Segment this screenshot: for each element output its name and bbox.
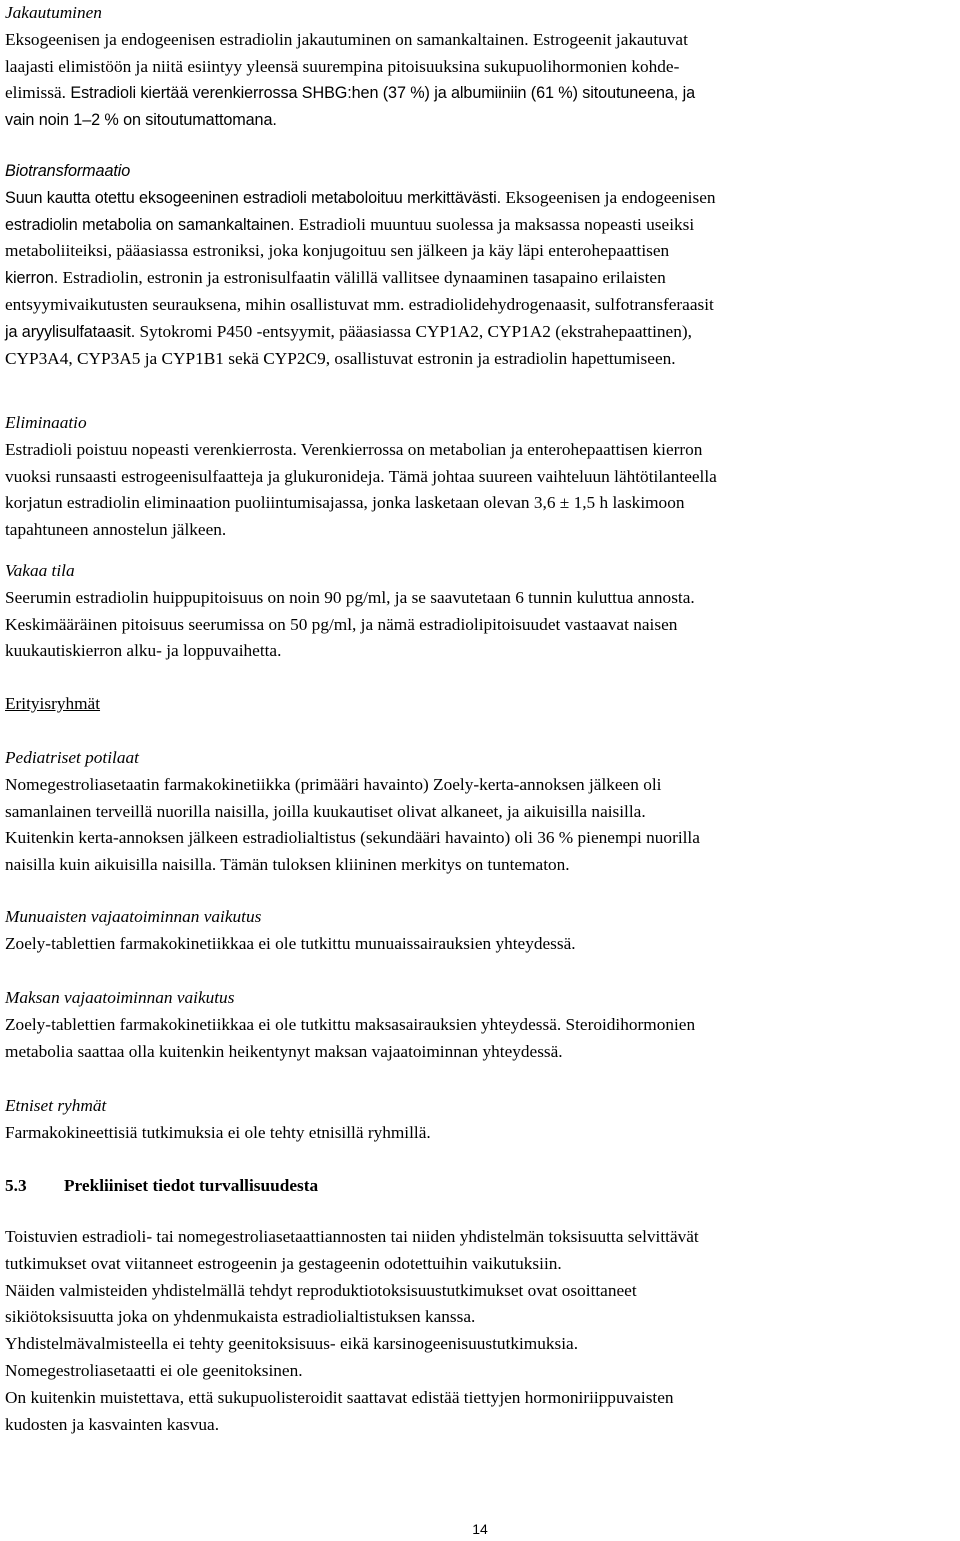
text-line: entsyymivaikutusten seurauksena, mihin osallistuvat mm. estradiolidehydrogenaasit, sulfotransferaasit <box>5 294 714 314</box>
text-line: laajasti elimistöön ja niitä esiintyy yleensä suurempina pitoisuuksina sukupuolihormonien kohde- <box>5 56 680 76</box>
subheading-munuaiset: Munuaisten vajaatoiminnan vaikutus <box>5 907 262 926</box>
text-fragment: Estradioli kiertää verenkierrossa SHBG:hen (37 %) ja albumiiniin (61 %) sitoutuneena, ja <box>65 84 695 103</box>
text-line: vuoksi runsaasti estrogeenisulfaatteja ja glukuronideja. Tämä johtaa suureen vaihteluun lähtötilanteella <box>5 466 717 486</box>
section-vakaa-tila <box>5 558 953 665</box>
text-line: Nomegestroliasetaatti ei ole geenitoksinen. <box>5 1360 303 1380</box>
text-line: Nomegestroliasetaatin farmakokinetiikka (primääri havainto) Zoely-kerta-annoksen jälkeen oli <box>5 774 662 794</box>
section-5-3-body <box>5 1224 953 1438</box>
text-line <box>5 212 953 239</box>
text-line: Toistuvien estradioli- tai nomegestroliasetaattiannosten tai niiden yhdistelmän toksisuutta selvittävät <box>5 1227 699 1246</box>
text-fragment: kierron. <box>5 269 59 288</box>
subheading-jakautuminen: Jakautuminen <box>5 3 102 22</box>
text-line: samanlainen terveillä nuorilla naisilla, joilla kuukautiset olivat alkaneet, ja aikuisilla naisilla. <box>5 801 646 821</box>
section-maksa <box>5 985 953 1065</box>
text-fragment: Estradiolin, estronin ja estronisulfaatin välillä vallitsee dynaaminen tasapaino erilaisten <box>58 268 666 288</box>
text-line: kudosten ja kasvainten kasvua. <box>5 1414 220 1434</box>
section-title: Prekliiniset tiedot turvallisuudesta <box>64 1176 319 1195</box>
text-line: vain noin 1–2 % on sitoutumattomana. <box>5 111 277 130</box>
section-pediatriset <box>5 745 953 879</box>
text-fragment: ja aryylisulfataasit. <box>5 322 136 341</box>
text-line: tutkimukset ovat viitanneet estrogeenin ja gestageenin odotettuihin vaikutuksiin. <box>5 1253 562 1273</box>
text-line: Estradioli poistuu nopeasti verenkierrosta. Verenkierrossa on metabolian ja enterohepaattisen kierron <box>5 439 703 459</box>
text-line: korjatun estradiolin eliminaation puoliintumisajassa, jonka lasketaan olevan 3,6 ± 1,5 h laskimoon <box>5 493 685 513</box>
text-line: Näiden valmisteiden yhdistelmällä tehdyt reproduktiotoksisuustutkimukset ovat osoittaneet <box>5 1280 637 1300</box>
text-line: Farmakokineettisiä tutkimuksia ei ole tehty etnisillä ryhmillä. <box>5 1122 431 1142</box>
text-line: sikiötoksisuutta joka on yhdenmukaista estradiolialtistuksen kanssa. <box>5 1307 476 1327</box>
text-line <box>5 80 953 107</box>
subheading-etniset: Etniset ryhmät <box>5 1096 107 1115</box>
text-fragment: Eksogeenisen ja endogeenisen <box>501 187 716 207</box>
subheading-eliminaatio: Eliminaatio <box>5 413 87 432</box>
heading-erityisryhmat: Erityisryhmät <box>5 694 101 713</box>
text-line: Kuitenkin kerta-annoksen jälkeen estradiolialtistus (sekundääri havainto) oli 36 % pienempi nuorilla <box>5 828 700 848</box>
text-line: Zoely-tablettien farmakokinetiikkaa ei ole tutkittu munuaissairauksien yhteydessä. <box>5 933 576 953</box>
section-erityisryhmat <box>5 691 953 718</box>
section-biotransformaatio <box>5 158 953 372</box>
section-5-3-heading <box>5 1173 953 1200</box>
text-line: Keskimääräinen pitoisuus seerumissa on 50 pg/ml, ja nämä estradiolipitoisuudet vastaavat naisen <box>5 614 678 634</box>
text-line <box>5 319 953 346</box>
text-line: Eksogeenisen ja endogeenisen estradiolin jakautuminen on samankaltainen. Estrogeenit jakautuvat <box>5 29 688 49</box>
text-line: Zoely-tablettien farmakokinetiikkaa ei ole tutkittu maksasairauksien yhteydessä. Steroidihormonien <box>5 1014 696 1034</box>
text-line: tapahtuneen annostelun jälkeen. <box>5 520 227 540</box>
text-fragment: Estradioli muuntuu suolessa ja maksassa nopeasti useiksi <box>294 214 695 234</box>
text-line: kuukautiskierron alku- ja loppuvaihetta. <box>5 641 282 661</box>
section-heading <box>5 1173 953 1200</box>
subheading-maksa: Maksan vajaatoiminnan vaikutus <box>5 988 235 1007</box>
text-line: On kuitenkin muistettava, että sukupuolisteroidit saattavat edistää tiettyjen hormoniriippuvaisten <box>5 1387 674 1407</box>
section-jakautuminen <box>5 0 953 134</box>
text-line: Seerumin estradiolin huippupitoisuus on noin 90 pg/ml, ja se saavutetaan 6 tunnin kuluttua annosta. <box>5 587 695 607</box>
text-fragment: estradiolin metabolia on samankaltainen. <box>5 215 295 234</box>
section-number: 5.3 <box>5 1176 27 1195</box>
text-line: metaboliiteiksi, pääasiassa estroniksi, joka konjugoituu sen jälkeen ja käy läpi enterohepaattisen <box>5 241 670 261</box>
section-munuaiset <box>5 904 953 958</box>
subheading-vakaa-tila: Vakaa tila <box>5 561 75 580</box>
text-fragment: Sytokromi P450 -entsyymit, pääasiassa CYP1A2, CYP1A2 (ekstrahepaattinen), <box>135 321 692 341</box>
text-line: CYP3A4, CYP3A5 ja CYP1B1 sekä CYP2C9, osallistuvat estronin ja estradiolin hapettumiseen. <box>5 348 676 368</box>
text-line <box>5 185 953 212</box>
text-line: metabolia saattaa olla kuitenkin heikentynyt maksan vajaatoiminnan yhteydessä. <box>5 1041 563 1061</box>
text-line: Yhdistelmävalmisteella ei tehty geenitoksisuus- eikä karsinogeenisuustutkimuksia. <box>5 1334 579 1354</box>
text-fragment: elimissä. <box>5 83 66 103</box>
section-etniset <box>5 1093 953 1147</box>
subheading-pediatriset: Pediatriset potilaat <box>5 748 139 767</box>
text-line: naisilla kuin aikuisilla naisilla. Tämän tuloksen kliininen merkitys on tuntematon. <box>5 855 570 875</box>
text-fragment: Suun kautta otettu eksogeeninen estradioli metaboloituu merkittävästi. <box>5 188 502 207</box>
page-number: 14 <box>472 1521 488 1537</box>
text-line <box>5 265 953 292</box>
section-eliminaatio <box>5 410 953 544</box>
subheading-biotransformaatio: Biotransformaatio <box>5 162 131 180</box>
